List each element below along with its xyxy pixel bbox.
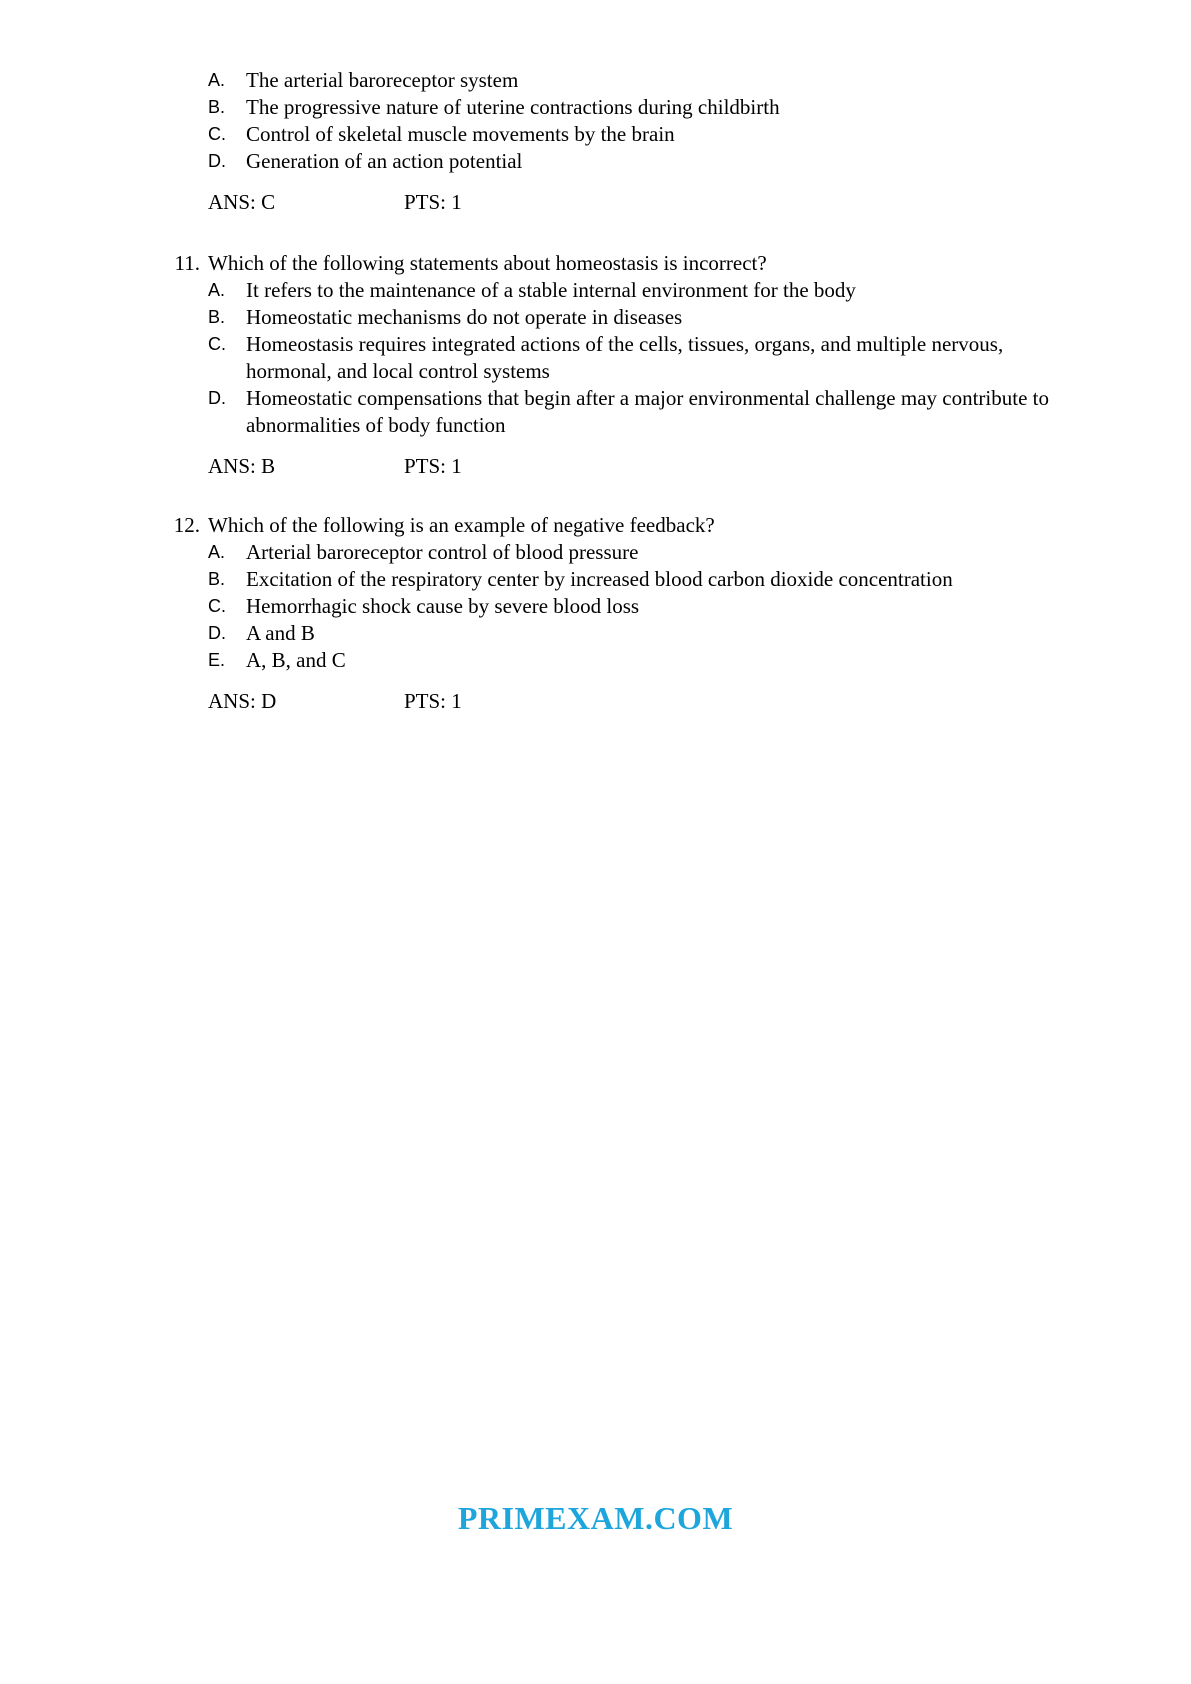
option-letter: E. — [208, 650, 226, 670]
option-text: The progressive nature of uterine contractions during childbirth — [246, 95, 780, 119]
option-letter: C. — [208, 334, 226, 354]
option-a — [160, 539, 1060, 566]
question-11 — [160, 250, 1060, 480]
answer-label: ANS: B — [208, 454, 276, 478]
points-label: PTS: 1 — [404, 190, 462, 214]
option-c — [160, 331, 1060, 385]
option-text: It refers to the maintenance of a stable internal environment for the body — [246, 278, 856, 302]
option-letter: D. — [208, 623, 226, 643]
option-letter: C. — [208, 124, 226, 144]
option-text: Hemorrhagic shock cause by severe blood loss — [246, 594, 640, 618]
answer-label: ANS: D — [208, 689, 277, 713]
question-stem — [160, 250, 1060, 277]
option-a — [160, 67, 1060, 94]
option-letter: B. — [208, 307, 226, 327]
option-text: The arterial baroreceptor system — [246, 68, 519, 92]
option-text: Arterial baroreceptor control of blood pressure — [246, 540, 639, 564]
option-letter: B. — [208, 569, 226, 589]
question-number: 12. — [173, 513, 200, 537]
option-text: A and B — [246, 621, 315, 645]
option-b — [160, 566, 1060, 593]
question-stem — [160, 512, 1060, 539]
question-10 — [160, 67, 1060, 216]
option-d — [160, 385, 1060, 439]
option-letter: A. — [208, 280, 226, 300]
option-a — [160, 277, 1060, 304]
option-letter: B. — [208, 97, 226, 117]
option-letter: A. — [208, 542, 226, 562]
answer-row — [160, 688, 1060, 715]
answer-label: ANS: C — [208, 190, 276, 214]
points-label: PTS: 1 — [404, 454, 462, 478]
answer-row — [160, 453, 1060, 480]
option-text: A, B, and C — [246, 648, 346, 672]
points-label: PTS: 1 — [404, 689, 462, 713]
question-text: Which of the following statements about homeostasis is incorrect? — [208, 251, 767, 275]
option-text: Homeostatic mechanisms do not operate in diseases — [246, 305, 683, 329]
option-d — [160, 148, 1060, 175]
option-c — [160, 121, 1060, 148]
option-b — [160, 94, 1060, 121]
option-text: Homeostatic compensations that begin after a major environmental challenge may contribute to abnormalities of body function — [246, 386, 1049, 437]
option-text: Generation of an action potential — [246, 149, 523, 173]
option-text: Homeostasis requires integrated actions of the cells, tissues, organs, and multiple nervous, hormonal, and local control systems — [246, 332, 1004, 383]
option-c — [160, 593, 1060, 620]
option-letter: D. — [208, 388, 226, 408]
option-letter: D. — [208, 151, 226, 171]
footer-brand-link[interactable]: PRIMEXAM.COM — [457, 1500, 734, 1536]
option-letter: A. — [208, 70, 226, 90]
option-e — [160, 647, 1060, 674]
option-d — [160, 620, 1060, 647]
option-letter: C. — [208, 596, 226, 616]
question-text: Which of the following is an example of negative feedback? — [208, 513, 715, 537]
option-text: Excitation of the respiratory center by increased blood carbon dioxide concentration — [246, 567, 953, 591]
option-text: Control of skeletal muscle movements by the brain — [246, 122, 675, 146]
question-12 — [160, 512, 1060, 715]
option-b — [160, 304, 1060, 331]
question-number: 11. — [174, 251, 200, 275]
answer-row — [160, 189, 1060, 216]
